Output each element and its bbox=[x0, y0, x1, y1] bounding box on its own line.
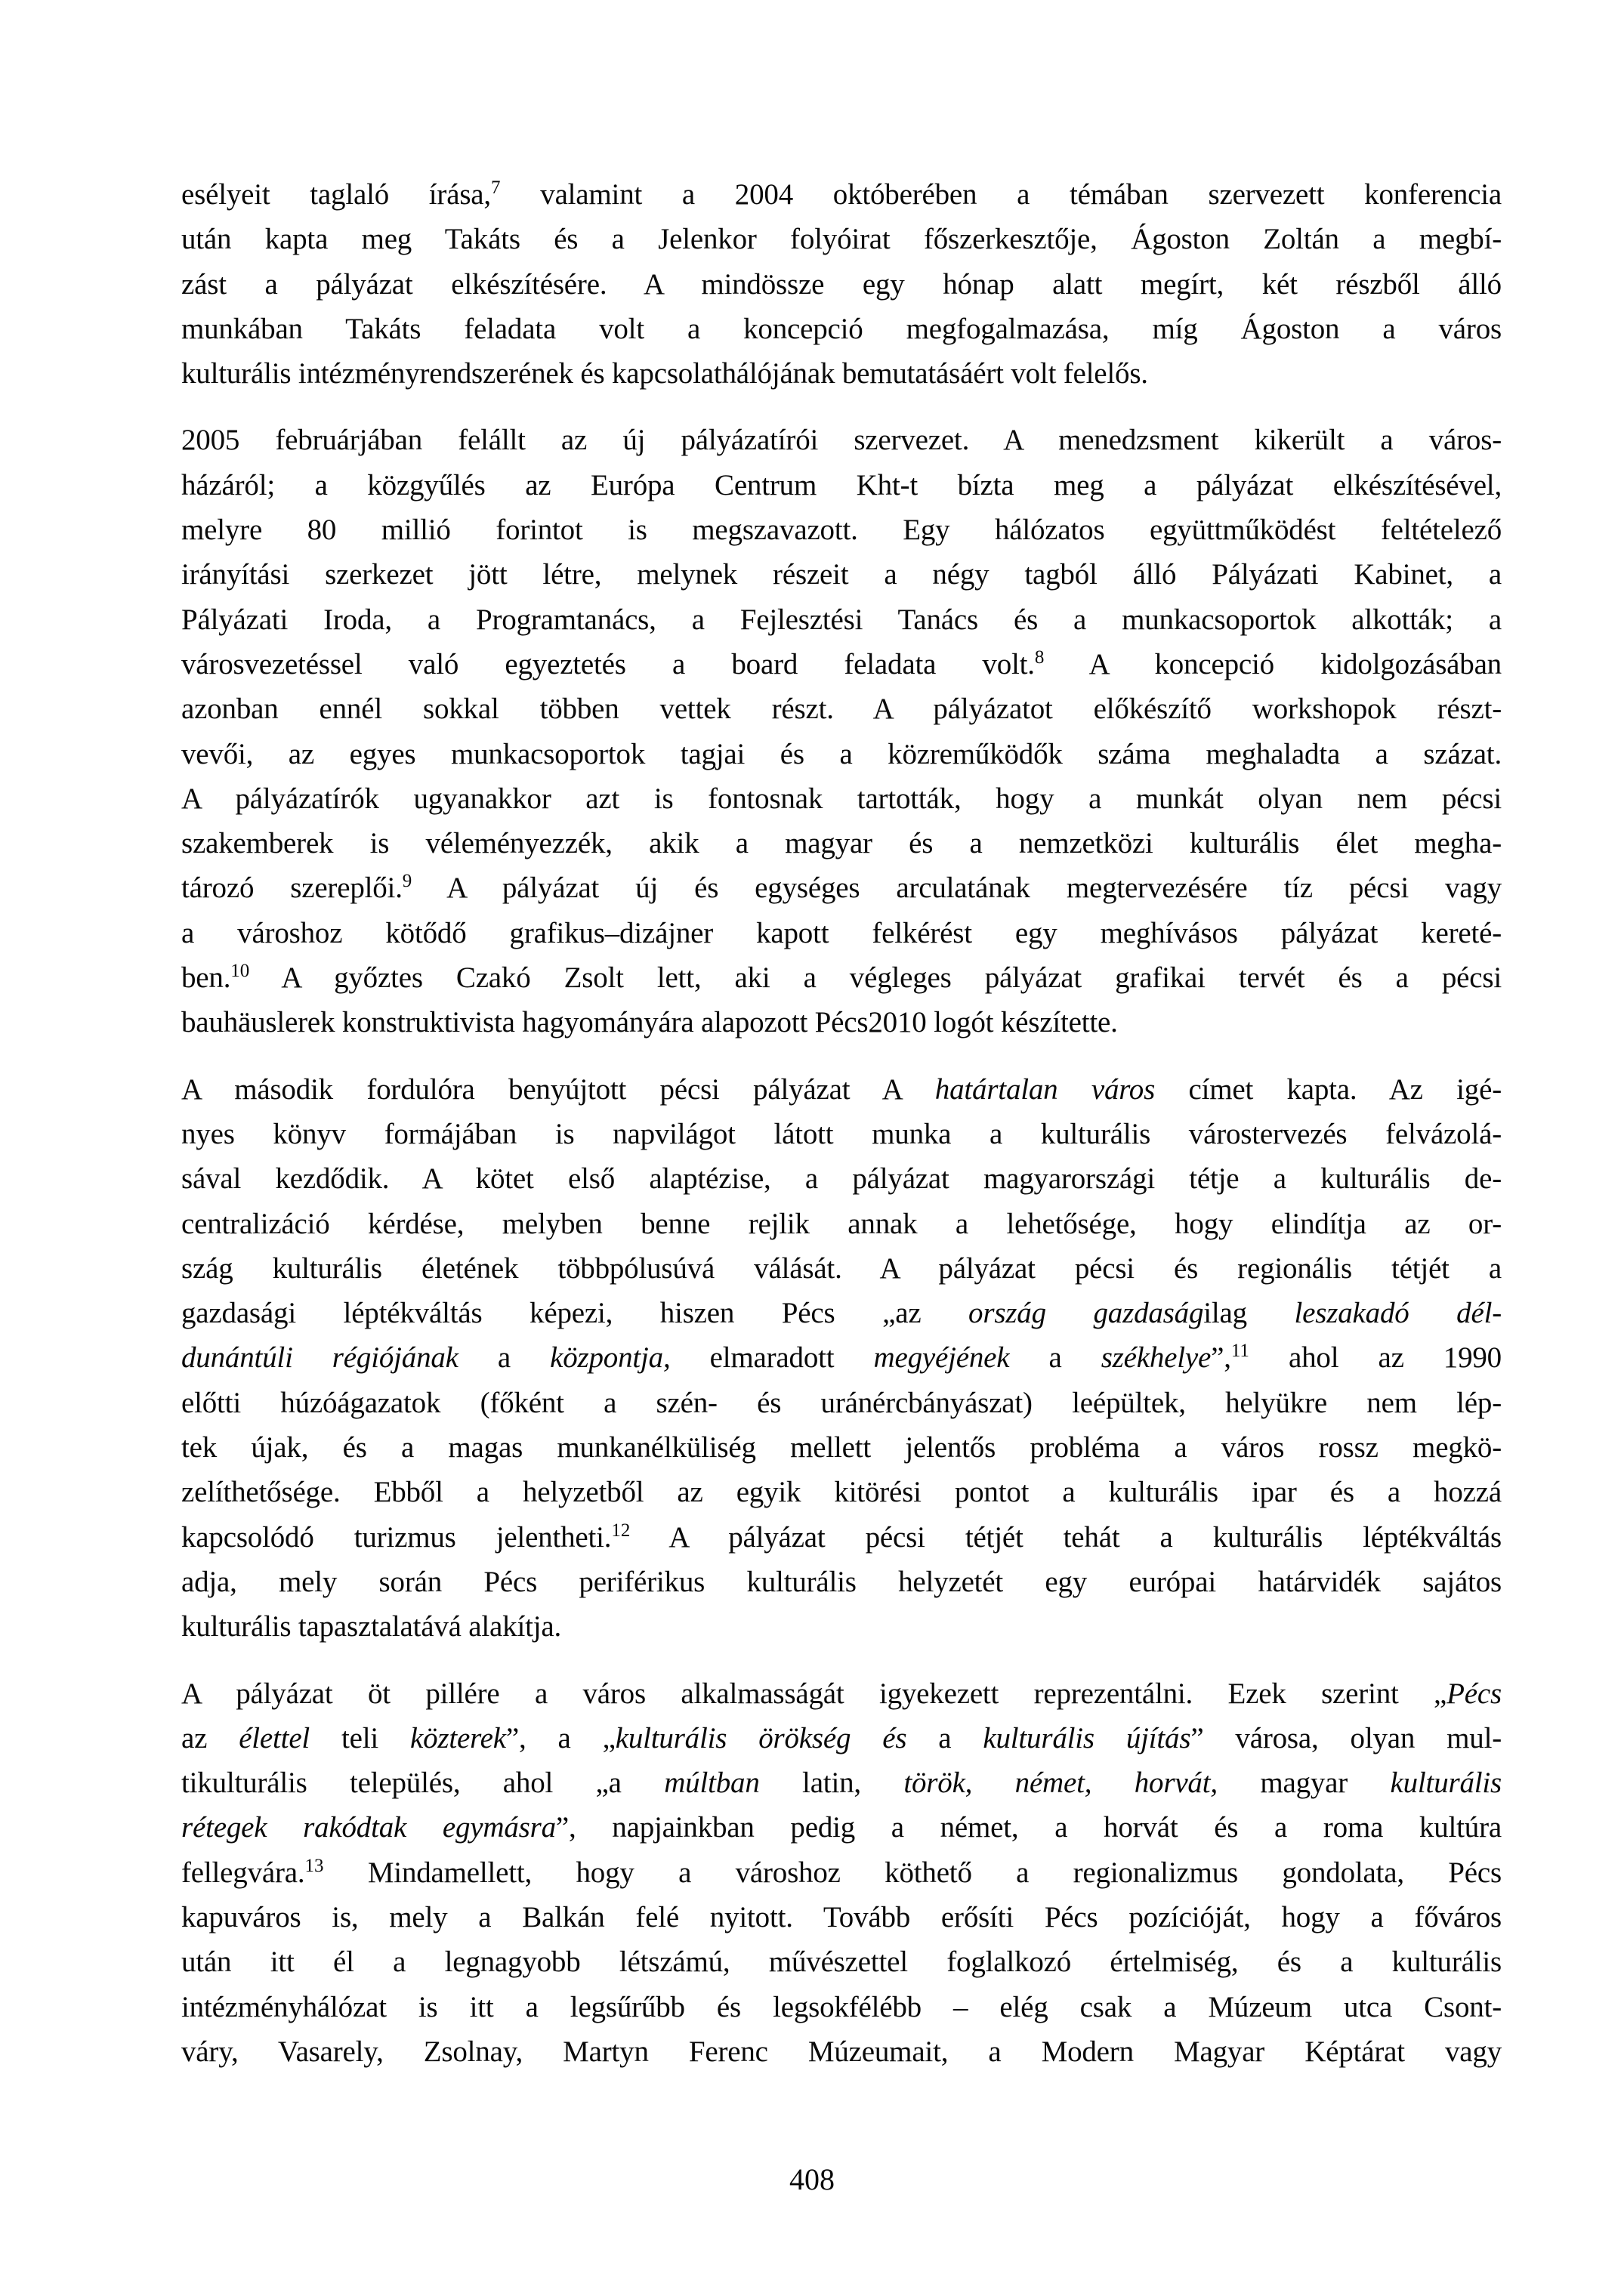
text-run: kulturális tapasztalatává alakítja. bbox=[181, 1610, 562, 1643]
text-line bbox=[181, 307, 1502, 351]
text-line bbox=[181, 1112, 1502, 1156]
text-run: esélyeit taglaló írása, bbox=[181, 178, 491, 211]
footnote-marker: 7 bbox=[490, 177, 501, 198]
text-run: váry, Vasarely, Zsolnay, Martyn Ferenc Múzeumait, a Modern Magyar Képtárat vagy bbox=[181, 2035, 1502, 2068]
text-run: ahol az 1990 bbox=[1249, 1341, 1502, 1375]
italic-text-run: megyéjének bbox=[873, 1341, 1010, 1375]
italic-text-run: ország gazdaság bbox=[968, 1297, 1204, 1330]
text-run: zelíthetősége. Ebből a helyzetből az egyik kitörési pontot a kulturális ipar és a hozzá bbox=[181, 1476, 1502, 1509]
text-line bbox=[181, 1604, 1502, 1649]
text-line bbox=[181, 1291, 1502, 1335]
text-line bbox=[181, 866, 1502, 910]
text-run: tek újak, és a magas munkanélküliség mellett jelentős probléma a város rossz megkö- bbox=[181, 1431, 1502, 1464]
text-line bbox=[181, 1761, 1502, 1805]
italic-text-run: kulturális bbox=[1390, 1767, 1502, 1800]
text-line bbox=[181, 1246, 1502, 1291]
paragraph bbox=[181, 1067, 1502, 1650]
text-run: nyes könyv formájában is napvilágot látott munka a kulturális várostervezés felvázolá- bbox=[181, 1117, 1502, 1150]
footnote-marker: 10 bbox=[230, 961, 250, 982]
italic-text-run: múltban bbox=[664, 1767, 760, 1800]
text-run: címet kapta. Az igé- bbox=[1155, 1072, 1502, 1106]
text-run: munkában Takáts feladata volt a koncepció megfogalmazása, míg Ágoston a város bbox=[181, 312, 1502, 345]
text-run: adja, mely során Pécs periférikus kulturális helyzetét egy európai határvidék sajátos bbox=[181, 1565, 1502, 1598]
text-line bbox=[181, 552, 1502, 597]
text-run: A győztes Czakó Zsolt lett, aki a végleges pályázat grafikai tervét és a pécsi bbox=[249, 961, 1502, 995]
text-line bbox=[181, 955, 1502, 1000]
text-run: után kapta meg Takáts és a Jelenkor folyóirat főszerkesztője, Ágoston Zoltán a megbí- bbox=[181, 223, 1502, 256]
text-run: az bbox=[181, 1721, 239, 1754]
text-line bbox=[181, 418, 1502, 462]
paragraph bbox=[181, 418, 1502, 1045]
italic-text-run: rétegek rakódtak egymásra bbox=[181, 1811, 556, 1844]
text-line bbox=[181, 1470, 1502, 1514]
text-run: a bbox=[906, 1721, 983, 1754]
text-run: irányítási szerkezet jött létre, melynek részeit a négy tagból álló Pályázati Kabinet, a bbox=[181, 558, 1502, 591]
italic-text-run: dunántúli régiójának bbox=[181, 1341, 458, 1375]
text-run: A második fordulóra benyújtott pécsi pályázat A bbox=[181, 1072, 935, 1106]
text-run: melyre 80 millió forintot is megszavazott. Egy hálózatos együttműködést feltételező bbox=[181, 514, 1502, 547]
text-line bbox=[181, 172, 1502, 217]
text-run: tározó szereplői. bbox=[181, 872, 403, 905]
text-run: A pályázat öt pillére a város alkalmasságát igyekezett reprezentálni. Ezek szerint „ bbox=[181, 1677, 1447, 1710]
text-run: ”, bbox=[1211, 1341, 1231, 1375]
text-run: a bbox=[1009, 1341, 1101, 1375]
text-run: vevői, az egyes munkacsoportok tagjai és a közreműködők száma meghaladta a százat. bbox=[181, 737, 1502, 770]
italic-text-run: központja, bbox=[550, 1341, 671, 1375]
page-number: 408 bbox=[789, 2162, 835, 2196]
text-run: latin, bbox=[759, 1767, 904, 1800]
text-line bbox=[181, 597, 1502, 642]
text-line bbox=[181, 1985, 1502, 2029]
text-block bbox=[181, 172, 1502, 2096]
text-line bbox=[181, 732, 1502, 776]
text-run: tikulturális település, ahol „a bbox=[181, 1767, 665, 1800]
paragraph bbox=[181, 172, 1502, 396]
text-line bbox=[181, 217, 1502, 261]
text-run: városvezetéssel való egyeztetés a board feladata volt. bbox=[181, 647, 1035, 680]
text-line bbox=[181, 508, 1502, 552]
text-run: A pályázat új és egységes arculatának megtervezésére tíz pécsi vagy bbox=[412, 872, 1502, 905]
text-line bbox=[181, 1381, 1502, 1425]
footnote-marker: 13 bbox=[304, 1855, 324, 1876]
text-run: a bbox=[458, 1341, 551, 1375]
text-line bbox=[181, 1515, 1502, 1560]
text-line bbox=[181, 1425, 1502, 1470]
italic-text-run: közterek bbox=[410, 1721, 506, 1754]
footnote-marker: 8 bbox=[1034, 647, 1045, 668]
text-line bbox=[181, 687, 1502, 731]
italic-text-run: kulturális örökség és bbox=[615, 1721, 907, 1754]
text-line bbox=[181, 2029, 1502, 2074]
text-line bbox=[181, 262, 1502, 307]
text-run: szág kulturális életének többpólusúvá válását. A pályázat pécsi és regionális tétjét a bbox=[181, 1251, 1502, 1285]
text-run: zást a pályázat elkészítésére. A mindössze egy hónap alatt megírt, két részből álló bbox=[181, 267, 1502, 301]
text-run: előtti húzóágazatok (főként a szén- és uránércbányászat) leépültek, helyükre nem lép- bbox=[181, 1386, 1502, 1419]
text-run: kulturális intézményrendszerének és kapcsolathálójának bemutatásáért volt felelős. bbox=[181, 357, 1148, 390]
text-line bbox=[181, 911, 1502, 955]
text-run: házáról; a közgyűlés az Európa Centrum Kht-t bízta meg a pályázat elkészítésével, bbox=[181, 468, 1502, 501]
text-run: ”, napjainkban pedig a német, a horvát és a roma kultúra bbox=[555, 1811, 1502, 1844]
text-line bbox=[181, 1560, 1502, 1604]
text-run: 2005 februárjában felállt az új pályázatírói szervezet. A menedzsment kikerült a város- bbox=[181, 424, 1502, 457]
text-run: intézményhálózat is itt a legsűrűbb és legsokfélébb – elég csak a Múzeum utca Csont- bbox=[181, 1990, 1502, 2023]
text-run: gazdasági léptékváltás képezi, hiszen Pécs „az bbox=[181, 1297, 969, 1330]
italic-text-run: határtalan város bbox=[934, 1072, 1156, 1106]
text-run: a városhoz kötődő grafikus–dizájner kapott felkérést egy meghívásos pályázat kereté- bbox=[181, 916, 1502, 949]
text-line bbox=[181, 1335, 1502, 1380]
text-line bbox=[181, 1716, 1502, 1761]
text-run: teli bbox=[310, 1721, 411, 1754]
text-line bbox=[181, 1805, 1502, 1850]
text-line bbox=[181, 821, 1502, 866]
italic-text-run: Pécs bbox=[1446, 1677, 1502, 1710]
text-run: A koncepció kidolgozásában bbox=[1044, 647, 1502, 680]
text-run: Pályázati Iroda, a Programtanács, a Fejlesztési Tanács és a munkacsoportok alkották; a bbox=[181, 603, 1502, 636]
italic-text-run: élettel bbox=[239, 1721, 310, 1754]
text-run: ” városa, olyan mul- bbox=[1190, 1721, 1502, 1754]
text-line bbox=[181, 463, 1502, 508]
text-run: kapuváros is, mely a Balkán felé nyitott. Tovább erősíti Pécs pozícióját, hogy a főváros bbox=[181, 1900, 1502, 1933]
text-line bbox=[181, 642, 1502, 687]
italic-text-run: leszakadó dél- bbox=[1294, 1297, 1502, 1330]
footnote-marker: 9 bbox=[402, 871, 412, 892]
text-run: ”, a „ bbox=[505, 1721, 616, 1754]
text-line bbox=[181, 351, 1502, 396]
text-run: ilag bbox=[1203, 1297, 1295, 1330]
text-line bbox=[181, 1067, 1502, 1112]
text-run: azonban ennél sokkal többen vettek részt. A pályázatot előkészítő workshopok részt- bbox=[181, 693, 1502, 726]
text-run: kapcsolódó turizmus jelentheti. bbox=[181, 1520, 612, 1554]
text-run: magyar bbox=[1217, 1767, 1391, 1800]
italic-text-run: török, német, horvát, bbox=[903, 1767, 1218, 1800]
text-line bbox=[181, 1895, 1502, 1940]
text-line bbox=[181, 1156, 1502, 1201]
text-line bbox=[181, 1202, 1502, 1246]
footnote-marker: 11 bbox=[1230, 1341, 1249, 1362]
italic-text-run: kulturális újítás bbox=[983, 1721, 1191, 1754]
text-run: elmaradott bbox=[670, 1341, 874, 1375]
text-run: bauhäuslerek konstruktivista hagyományára alapozott Pécs2010 logót készítette. bbox=[181, 1006, 1118, 1039]
text-line bbox=[181, 1940, 1502, 1984]
text-line bbox=[181, 1671, 1502, 1716]
text-run: szakemberek is véleményezzék, akik a magyar és a nemzetközi kulturális élet megha- bbox=[181, 827, 1502, 860]
text-run: sával kezdődik. A kötet első alaptézise, a pályázat magyarországi tétje a kulturális de- bbox=[181, 1162, 1502, 1196]
footnote-marker: 12 bbox=[611, 1520, 631, 1541]
text-run: valamint a 2004 októberében a témában szervezett konferencia bbox=[500, 178, 1502, 211]
text-run: A pályázatírók ugyanakkor azt is fontosnak tartották, hogy a munkát olyan nem pécsi bbox=[181, 782, 1502, 815]
text-run: Mindamellett, hogy a városhoz köthető a regionalizmus gondolata, Pécs bbox=[323, 1856, 1502, 1889]
text-run: fellegvára. bbox=[181, 1856, 305, 1889]
text-line bbox=[181, 1850, 1502, 1895]
text-run: A pályázat pécsi tétjét tehát a kulturális léptékváltás bbox=[630, 1520, 1502, 1554]
paragraph bbox=[181, 1671, 1502, 2075]
italic-text-run: székhelye bbox=[1101, 1341, 1212, 1375]
text-run: ben. bbox=[181, 961, 231, 995]
text-line bbox=[181, 1000, 1502, 1045]
text-run: után itt él a legnagyobb létszámú, művészettel foglalkozó értelmiség, és a kulturális bbox=[181, 1946, 1502, 1979]
text-run: centralizáció kérdése, melyben benne rejlik annak a lehetősége, hogy elindítja az or- bbox=[181, 1207, 1502, 1240]
text-line bbox=[181, 776, 1502, 821]
